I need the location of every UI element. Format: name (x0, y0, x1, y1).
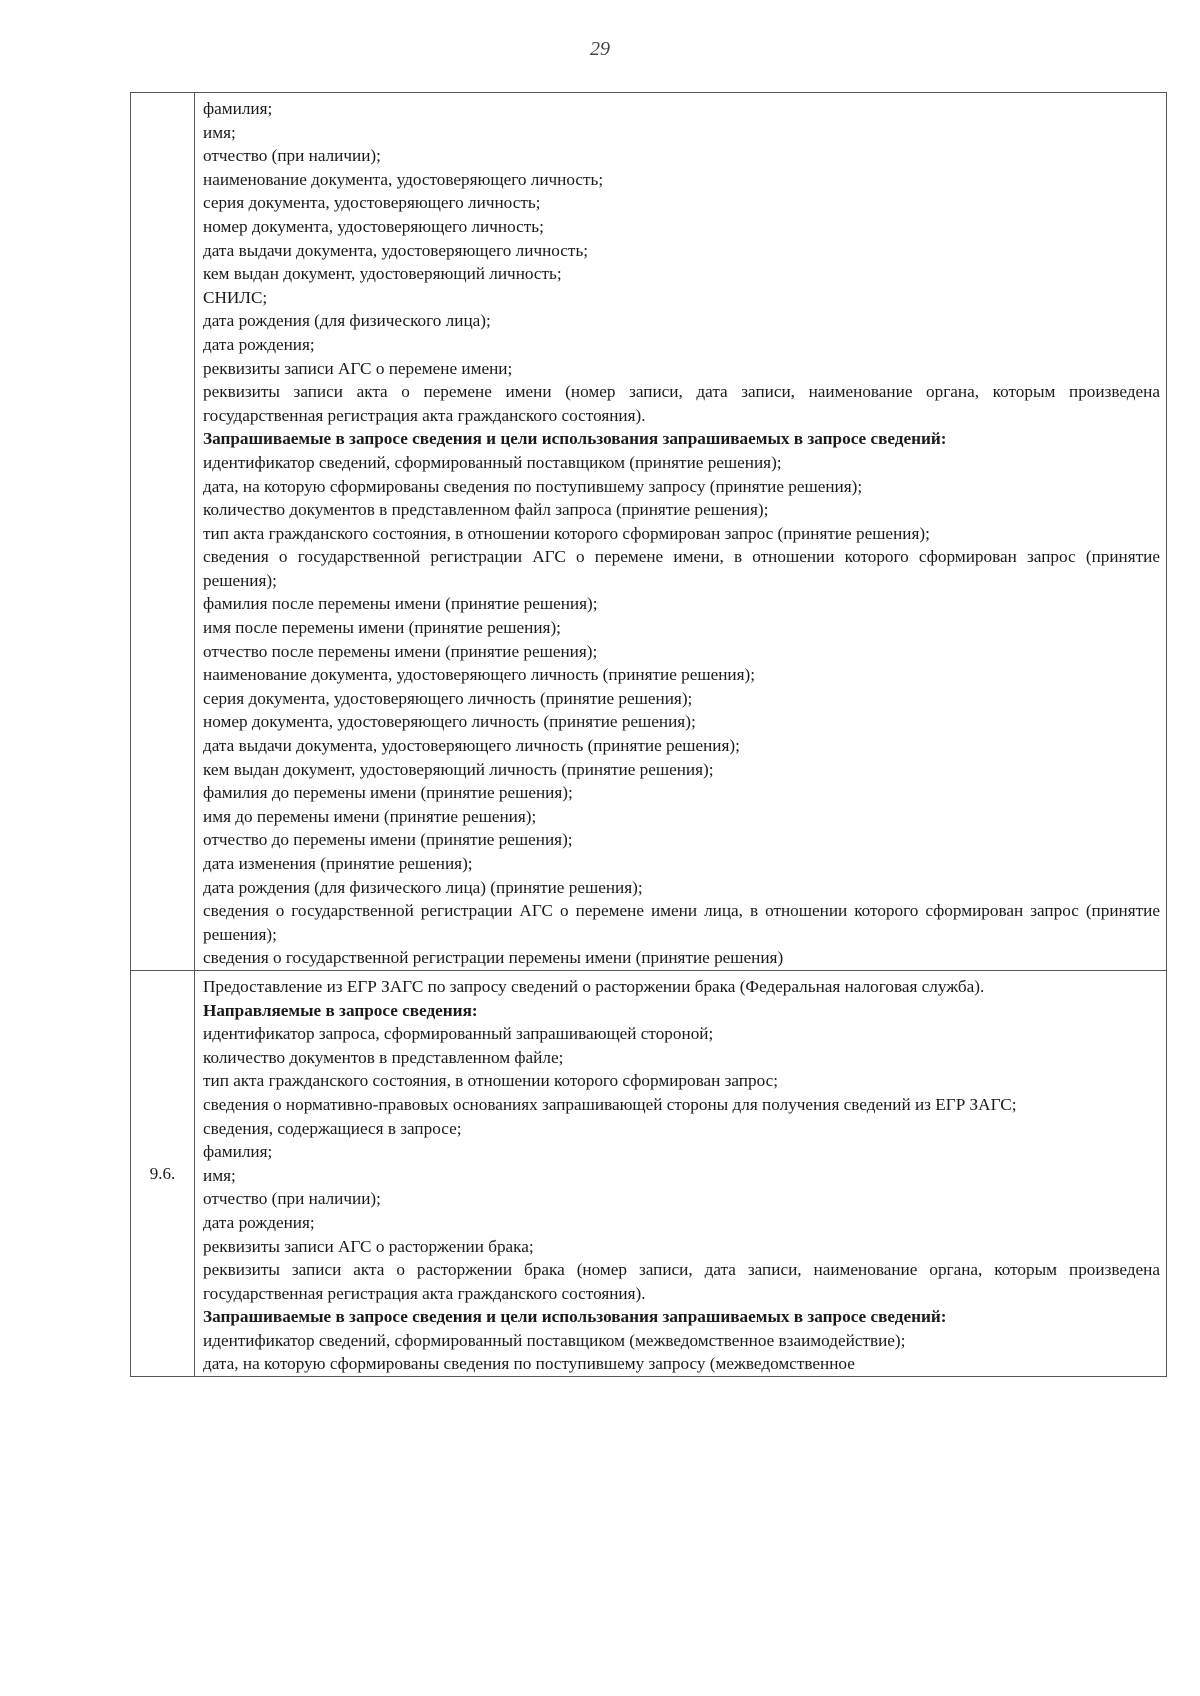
table-row (131, 93, 1167, 971)
row-number-cell (131, 970, 195, 1376)
list-item: тип акта гражданского состояния, в отношении которого сформирован запрос (принятие решения); (203, 523, 930, 543)
list-item: сведения, содержащиеся в запросе; (203, 1118, 462, 1138)
list-item: реквизиты записи акта о расторжении брака (номер записи, дата записи, наименование органа, которым произведена государственная регистрация акта гражданского состояния). (203, 1260, 1160, 1303)
list-item: тип акта гражданского состояния, в отношении которого сформирован запрос; (203, 1071, 779, 1091)
list-item: отчество (при наличии); (203, 1189, 381, 1209)
list-item: имя после перемены имени (принятие решения); (203, 618, 561, 638)
list-item: дата выдачи документа, удостоверяющего личность; (203, 240, 589, 260)
list-item: фамилия после перемены имени (принятие решения); (203, 594, 598, 614)
list-item: дата выдачи документа, удостоверяющего личность (принятие решения); (203, 736, 740, 756)
list-item: сведения о государственной регистрации АГС о перемене имени, в отношении которого сформирован запрос (принятие решения); (203, 547, 1160, 590)
list-item: отчество до перемены имени (принятие решения); (203, 830, 573, 850)
section-heading: Запрашиваемые в запросе сведения и цели использования запрашиваемых в запросе сведений: (203, 429, 947, 449)
list-item: дата, на которую сформированы сведения по поступившему запросу (принятие решения); (203, 476, 863, 496)
list-item: количество документов в представленном файле; (203, 1047, 564, 1067)
list-item: номер документа, удостоверяющего личность; (203, 216, 544, 236)
list-item: дата, на которую сформированы сведения по поступившему запросу (межведомственное (203, 1354, 855, 1374)
page-number: 29 (590, 38, 610, 60)
list-item: имя до перемены имени (принятие решения); (203, 806, 537, 826)
list-item: наименование документа, удостоверяющего личность; (203, 169, 604, 189)
list-item: идентификатор сведений, сформированный поставщиком (межведомственное взаимодействие); (203, 1330, 906, 1350)
list-item: отчество (при наличии); (203, 146, 381, 166)
list-item: фамилия; (203, 99, 273, 118)
list-item: имя; (203, 122, 236, 142)
list-item: сведения о государственной регистрации перемены имени (принятие решения) (203, 948, 784, 968)
list-item: СНИЛС; (203, 287, 268, 307)
row-number: 9.6. (149, 1163, 176, 1183)
list-item: дата рождения; (203, 334, 315, 354)
list-item: сведения о нормативно-правовых основаниях запрашивающей стороны для получения сведений из ЕГР ЗАГС; (203, 1094, 1017, 1114)
row-content-cell (195, 970, 1167, 1376)
row-content (195, 971, 1166, 1376)
list-item: кем выдан документ, удостоверяющий личность; (203, 264, 562, 284)
row-number-cell (131, 93, 195, 971)
table-row (131, 970, 1167, 1376)
section-heading: Направляемые в запросе сведения: (203, 1000, 478, 1020)
document-table (130, 92, 1167, 1377)
row-content-cell (195, 93, 1167, 971)
list-item: фамилия до перемены имени (принятие решения); (203, 783, 573, 803)
list-item: фамилия; (203, 1142, 273, 1162)
list-item: серия документа, удостоверяющего личность (принятие решения); (203, 688, 693, 708)
list-item: дата рождения (для физического лица); (203, 311, 491, 331)
list-item: реквизиты записи АГС о перемене имени; (203, 358, 513, 378)
list-item: количество документов в представленном файл запроса (принятие решения); (203, 500, 769, 520)
list-item: идентификатор запроса, сформированный запрашивающей стороной; (203, 1024, 714, 1044)
list-item: реквизиты записи акта о перемене имени (номер записи, дата записи, наименование органа, которым произведена государственная регистрация акта гражданского состояния). (203, 382, 1160, 425)
list-item: дата рождения (для физического лица) (принятие решения); (203, 877, 643, 897)
list-item: дата изменения (принятие решения); (203, 854, 473, 873)
list-item: реквизиты записи АГС о расторжении брака; (203, 1236, 534, 1256)
list-item: имя; (203, 1165, 236, 1185)
list-item: отчество после перемены имени (принятие решения); (203, 641, 598, 661)
list-item: кем выдан документ, удостоверяющий личность (принятие решения); (203, 759, 714, 779)
row-content (195, 93, 1166, 970)
section-heading: Запрашиваемые в запросе сведения и цели использования запрашиваемых в запросе сведений: (203, 1307, 947, 1327)
list-item: наименование документа, удостоверяющего личность (принятие решения); (203, 665, 756, 685)
list-item: номер документа, удостоверяющего личность (принятие решения); (203, 712, 696, 732)
list-item: идентификатор сведений, сформированный поставщиком (принятие решения); (203, 452, 782, 472)
list-item: серия документа, удостоверяющего личность; (203, 193, 541, 213)
list-item: дата рождения; (203, 1212, 315, 1232)
list-item: сведения о государственной регистрации АГС о перемене имени лица, в отношении которого сформирован запрос (принятие решения); (203, 901, 1160, 944)
list-item: Предоставление из ЕГР ЗАГС по запросу сведений о расторжении брака (Федеральная налоговая служба). (203, 976, 985, 996)
